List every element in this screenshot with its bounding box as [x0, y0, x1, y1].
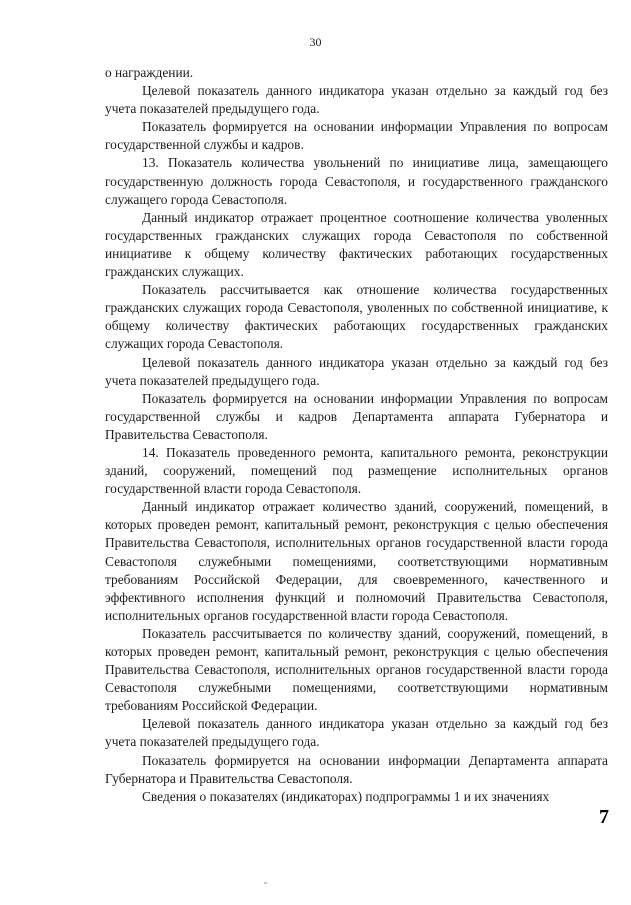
paragraph: Показатель формируется на основании информации Управления по вопросам государственной службы и кадров. [105, 119, 608, 153]
paragraph: Целевой показатель данного индикатора указан отдельно за каждый год без учета показателей предыдущего года. [105, 716, 608, 750]
paragraph: Данный индикатор отражает процентное соотношение количества уволенных государственных гражданских служащих города Севастополя по собственной инициативе к общему количеству фактических работающих государственных гражданских служащих. [105, 209, 608, 280]
scan-speck [264, 882, 267, 884]
document-body [105, 64, 608, 806]
paragraph: Целевой показатель данного индикатора указан отдельно за каждый год без учета показателей предыдущего года. [105, 83, 608, 117]
handwritten-mark: 7 [599, 806, 609, 828]
paragraph: Показатель рассчитывается как отношение количества государственных гражданских служащих города Севастополя, уволенных по собственной инициативе, к общему количеству фактических работающих государственных гражданских служащих города Севастополя. [105, 282, 608, 352]
paragraph: Показатель формируется на основании информации Департамента аппарата Губернатора и Правительства Севастополя. [105, 752, 608, 786]
page-number: 30 [309, 35, 322, 49]
paragraph: Целевой показатель данного индикатора указан отдельно за каждый год без учета показателей предыдущего года. [105, 354, 608, 388]
closing-line: Сведения о показателях (индикаторах) подпрограммы 1 и их значениях [142, 788, 550, 804]
paragraph: Данный индикатор отражает количество зданий, сооружений, помещений, в которых проведен ремонт, капитальный ремонт, реконструкция с целью обеспечения Правительства Севастополя, исполнительных органов государственной власти города Севастополя служебными помещениями, соответствующими нормативным требованиям Российской Федерации, для своевременного, качественного и эффективного исполнения функций и полномочий Правительства Севастополя, исполнительных органов государственной власти города Севастополя. [105, 499, 608, 623]
paragraph: Показатель формируется на основании информации Управления по вопросам государственной службы и кадров Департамента аппарата Губернатора и Правительства Севастополя. [105, 390, 608, 442]
paragraph: о награждении. [105, 65, 194, 80]
paragraph: Показатель рассчитывается по количеству зданий, сооружений, помещений, в которых проведен ремонт, капитальный ремонт, реконструкция с целью обеспечения Правительства Севастополя, исполнительных органов государственной власти города Севастополя служебными помещениями, соответствующими нормативным требованиям Российской Федерации. [105, 625, 608, 714]
section-14-paragraph: 14. Показатель проведенного ремонта, капитального ремонта, реконструкции зданий, сооружений, помещений под размещение исполнительных органов государственной власти города Севастополя. [105, 444, 608, 497]
section-13-paragraph: 13. Показатель количества увольнений по инициативе лица, замещающего государственную должность города Севастополя, и государственного гражданского служащего города Севастополя. [105, 155, 608, 207]
